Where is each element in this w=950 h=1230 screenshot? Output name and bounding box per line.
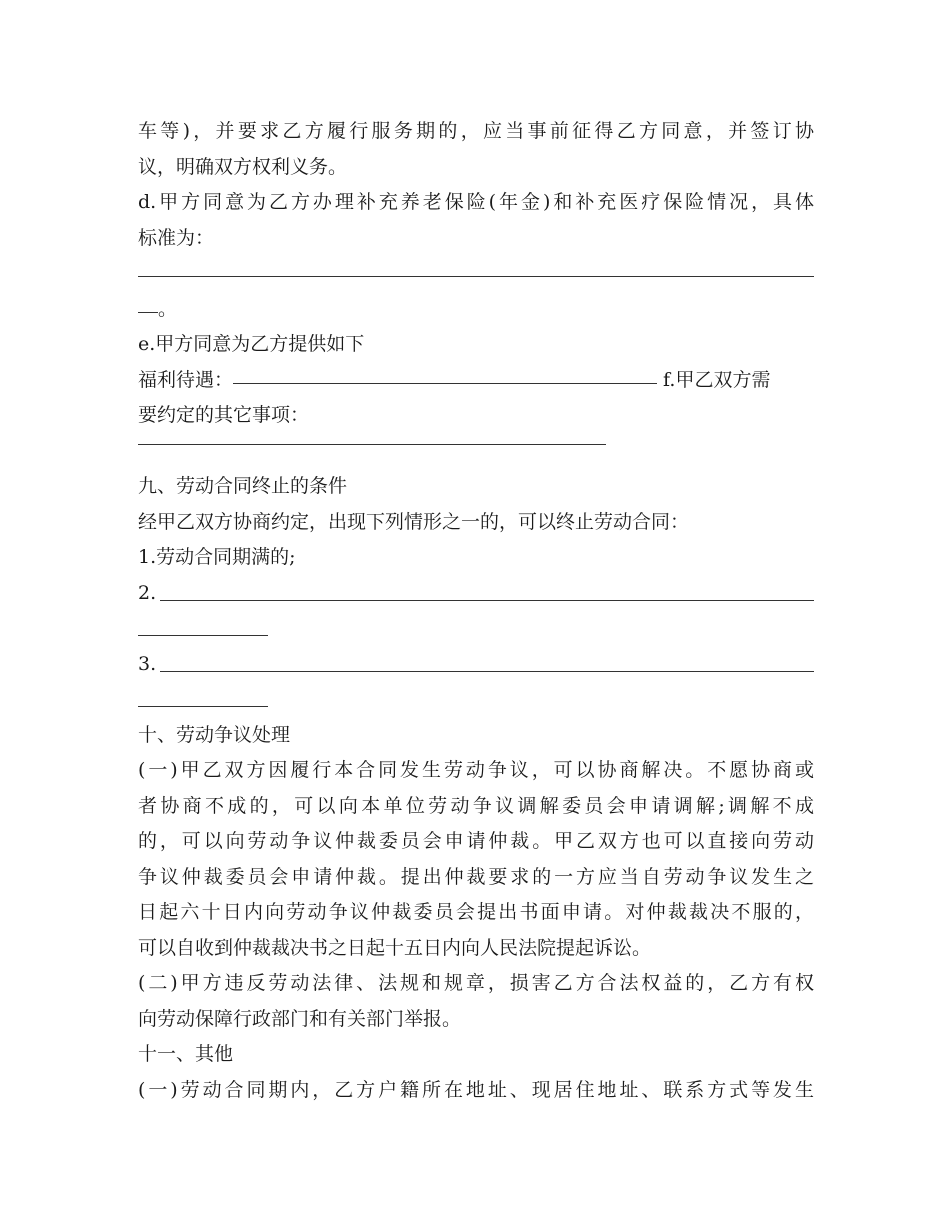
underline-rule bbox=[160, 671, 814, 672]
paragraph-line: (二)甲方违反劳动法律、法规和规章，损害乙方合法权益的，乙方有权 bbox=[138, 972, 814, 994]
underline-rule bbox=[160, 600, 814, 601]
underline-rule bbox=[233, 383, 657, 384]
underline-rule bbox=[138, 312, 158, 313]
document-body bbox=[138, 114, 814, 1108]
paragraph-line bbox=[138, 292, 814, 328]
blank-fill-line bbox=[138, 611, 814, 647]
paragraph-line: 可以自收到仲裁裁决书之日起十五日内向人民法院提起诉讼。 bbox=[138, 936, 652, 959]
blank-fill-line bbox=[138, 682, 814, 718]
paragraph-line: 要约定的其它事项： bbox=[138, 404, 310, 426]
paragraph-line: 日起六十日内向劳动争议仲裁委员会提出书面申请。对仲裁裁决不服的， bbox=[138, 901, 814, 923]
underline-rule bbox=[138, 635, 268, 636]
list-item bbox=[138, 576, 814, 612]
section-heading: 九、劳动合同终止的条件 bbox=[138, 475, 348, 497]
paragraph-line: (一)劳动合同期内，乙方户籍所在地址、现居住地址、联系方式等发生 bbox=[138, 1078, 814, 1101]
paragraph-line: 经甲乙双方协商约定，出现下列情形之一的，可以终止劳动合同： bbox=[138, 510, 690, 533]
paragraph-line: 争议仲裁委员会申请仲裁。提出仲裁要求的一方应当自劳动争议发生之 bbox=[138, 865, 814, 888]
paragraph-line: 议，明确双方权利义务。 bbox=[138, 155, 348, 178]
underline-rule bbox=[138, 706, 268, 707]
paragraph-line: 向劳动保障行政部门和有关部门举报。 bbox=[138, 1007, 462, 1030]
paragraph-line: (一)甲乙双方因履行本合同发生劳动争议，可以协商解决。不愿协商或 bbox=[138, 759, 814, 781]
underline-rule bbox=[138, 444, 606, 445]
other-matters-start: f.甲乙双方需 bbox=[657, 368, 771, 391]
paragraph-line: 车等)，并要求乙方履行服务期的，应当事前征得乙方同意，并签订协 bbox=[138, 120, 814, 142]
paragraph-line: 者协商不成的，可以向本单位劳动争议调解委员会申请调解;调解不成 bbox=[138, 794, 814, 817]
period-text: 。 bbox=[158, 297, 178, 320]
blank-fill-line bbox=[138, 256, 814, 292]
list-number: 2. bbox=[138, 581, 157, 604]
paragraph-line: 的，可以向劳动争议仲裁委员会申请仲裁。甲乙双方也可以直接向劳动 bbox=[138, 830, 814, 852]
paragraph-line bbox=[138, 363, 814, 399]
paragraph-line: d.甲方同意为乙方办理补充养老保险(年金)和补充医疗保险情况，具体 bbox=[138, 191, 814, 213]
underline-rule bbox=[138, 276, 814, 277]
section-heading: 十一、其他 bbox=[138, 1043, 234, 1065]
list-item bbox=[138, 647, 814, 683]
benefits-label: 福利待遇： bbox=[138, 368, 234, 391]
paragraph-line: 标准为： bbox=[138, 226, 215, 249]
blank-fill-line bbox=[138, 434, 814, 470]
list-number: 3. bbox=[138, 652, 157, 675]
section-heading: 十、劳动争议处理 bbox=[138, 723, 291, 746]
paragraph-line: e.甲方同意为乙方提供如下 bbox=[138, 333, 365, 355]
paragraph-line: 1.劳动合同期满的; bbox=[138, 546, 296, 568]
